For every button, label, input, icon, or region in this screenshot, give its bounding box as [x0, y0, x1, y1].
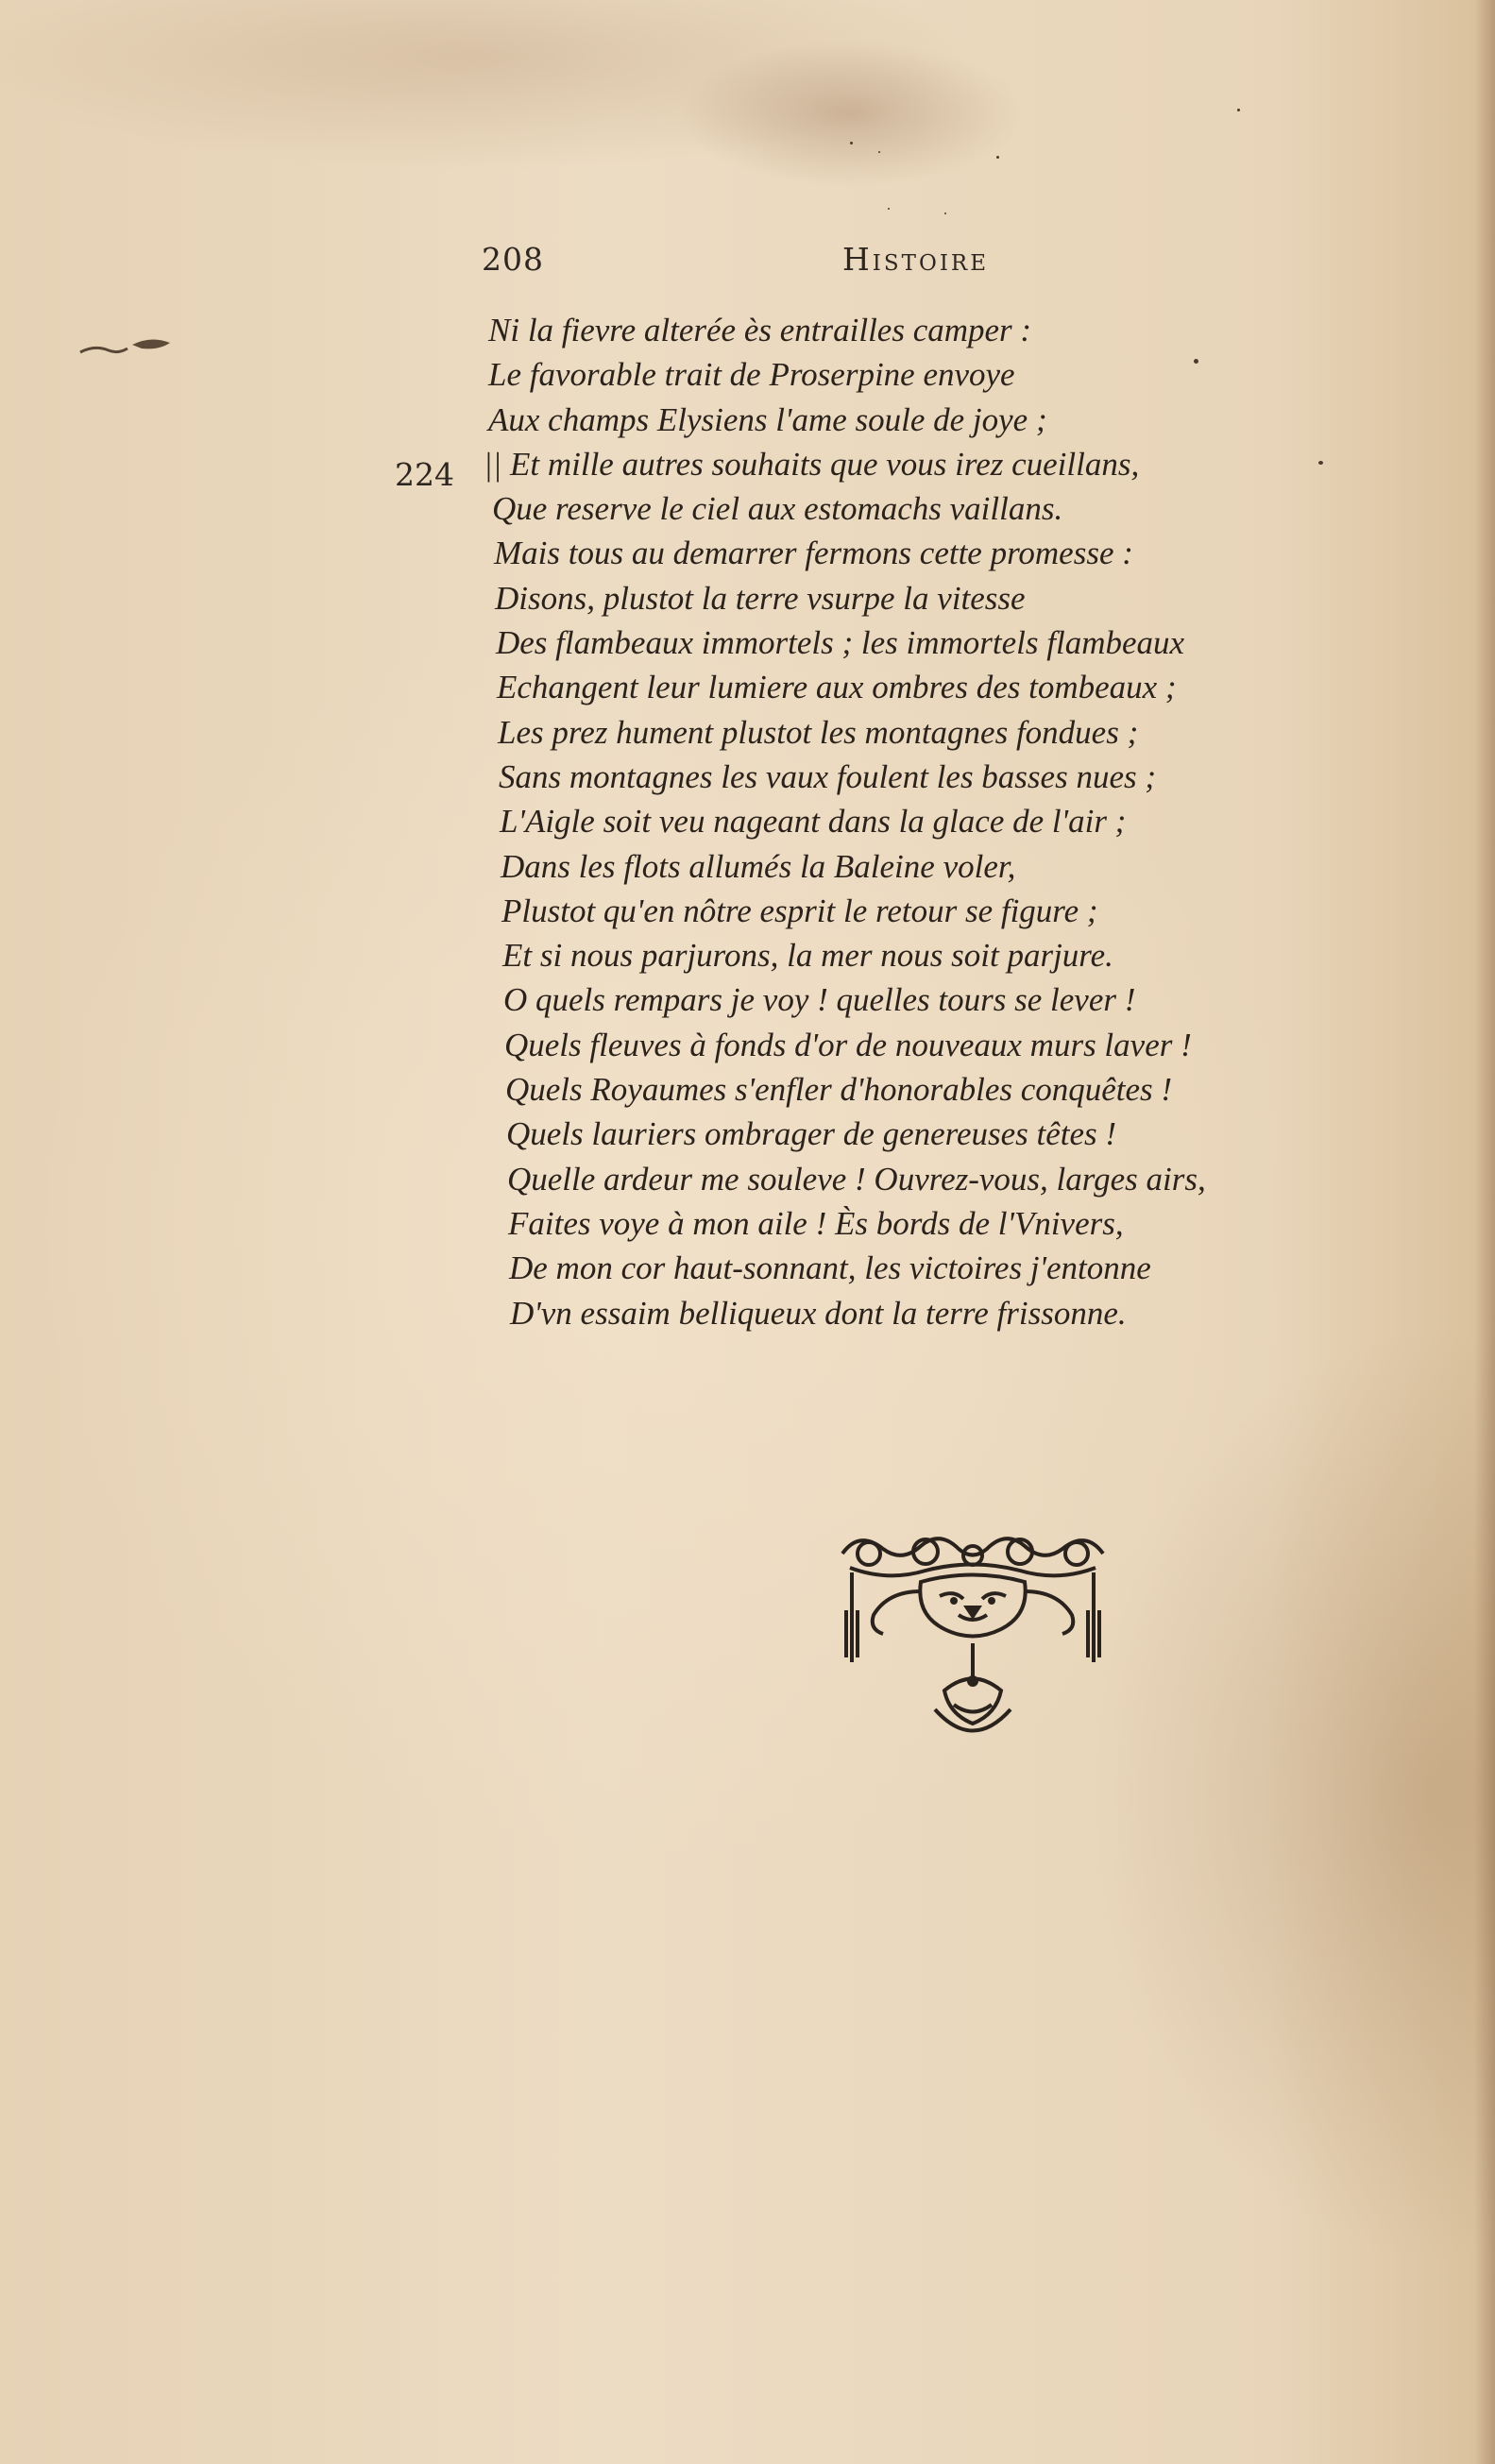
verse-line: Mais tous au demarrer fermons cette promesse :: [494, 535, 1133, 572]
verse-line: || Et mille autres souhaits que vous irez cueillans,: [484, 445, 1140, 483]
speck: [850, 142, 853, 144]
speck: [878, 151, 880, 153]
fleuron-icon: [831, 1525, 1114, 1752]
verse-line: Faites voye à mon aile ! Ès bords de l'Vnivers,: [508, 1204, 1124, 1242]
verse-line: Disons, plustot la terre vsurpe la vitesse: [495, 579, 1026, 617]
verse-line: Des flambeaux immortels ; les immortels flambeaux: [496, 624, 1185, 662]
verse-line: Dans les flots allumés la Baleine voler,: [501, 847, 1016, 885]
verse-line: L'Aigle soit veu nageant dans la glace de l'air ;: [500, 803, 1127, 841]
verse-line: Quels Royaumes s'enfler d'honorables conquêtes !: [505, 1071, 1173, 1109]
verse-line: Echangent leur lumiere aux ombres des tombeaux ;: [497, 669, 1177, 706]
verse-line: Le favorable trait de Proserpine envoye: [488, 356, 1015, 394]
verse-line: Ni la fievre alterée ès entrailles camper :: [488, 312, 1032, 348]
speck: [888, 208, 890, 210]
verse-block: [484, 308, 1244, 1335]
margin-stain-icon: [76, 326, 189, 364]
speck: [944, 212, 946, 214]
verse-line: Les prez hument plustot les montagnes fondues ;: [498, 713, 1139, 751]
verse-line: O quels rempars je voy ! quelles tours se lever !: [503, 981, 1136, 1019]
page-edge-shadow: [1474, 0, 1495, 2464]
verse-line: D'vn essaim belliqueux dont la terre frissonne.: [510, 1294, 1127, 1332]
speck: [996, 156, 999, 159]
verse-line: Quels fleuves à fonds d'or de nouveaux murs laver !: [504, 1026, 1192, 1063]
running-title: Histoire: [842, 241, 990, 278]
verse-line: Que reserve le ciel aux estomachs vaillans.: [492, 490, 1063, 528]
verse-line: Quels lauriers ombrager de genereuses têtes !: [506, 1115, 1117, 1153]
speck: [1318, 461, 1323, 465]
speck: [1237, 109, 1240, 111]
page-number: 208: [482, 241, 544, 278]
verse-line: De mon cor haut-sonnant, les victoires j'entonne: [509, 1249, 1151, 1287]
verse-line: Aux champs Elysiens l'ame soule de joye ;: [488, 400, 1047, 438]
verse-line: Sans montagnes les vaux foulent les basses nues ;: [499, 757, 1157, 795]
running-header: [482, 241, 1029, 297]
verse-line: Plustot qu'en nôtre esprit le retour se figure ;: [501, 892, 1098, 929]
verse-line: Et si nous parjurons, la mer nous soit parjure.: [502, 937, 1113, 975]
verse-line: Quelle ardeur me souleve ! Ouvrez-vous, larges airs,: [507, 1160, 1206, 1198]
line-number: 224: [395, 456, 454, 493]
